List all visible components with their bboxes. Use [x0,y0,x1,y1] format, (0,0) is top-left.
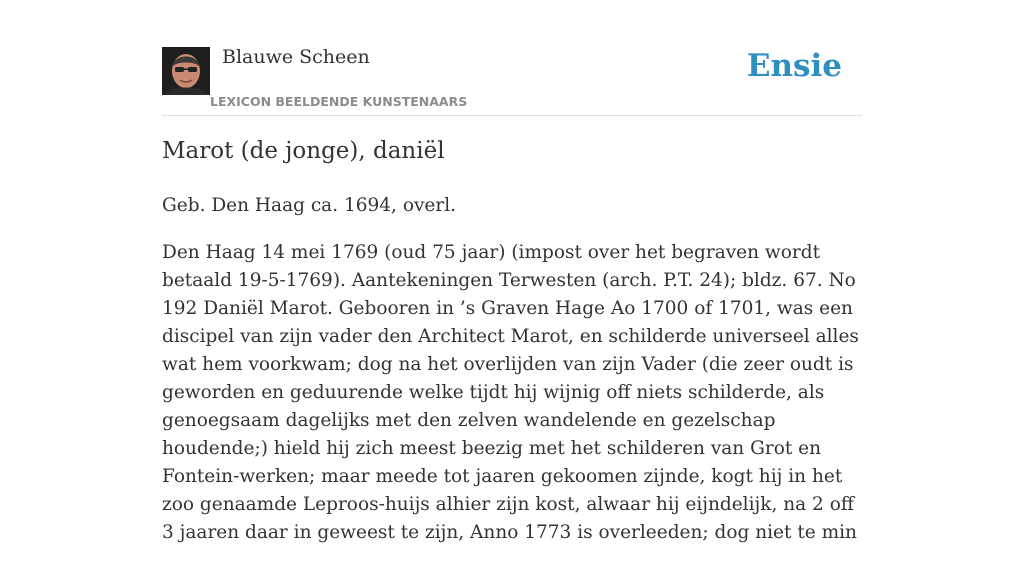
author-name-link[interactable]: Blauwe Scheen [222,46,370,68]
article-paragraph: Geb. Den Haag ca. 1694, overl. [162,195,456,216]
brand-logo-link[interactable]: Ensie [746,48,842,84]
article-body [162,192,867,566]
article-paragraph: Den Haag 14 mei 1769 (oud 75 jaar) (impost over het begraven wordt betaald 19-5-1769). Aantekeningen Terwesten (arch. P.T. 24); bldz. 67. No 192 Daniël Marot. Gebooren in ’s Graven Hage Ao 1700 of 1701, was een discipel van zijn vader den Architect Marot, en schilderde universeel alles wat hem voorkwam; dog na het overlijden van zijn Vader (die zeer oudt is geworden en geduurende welke tijdt hij wijnig off niets schilderde, als genoegsaam dagelijks met den zelven wandelende en gezelschap houdende;) hield hij zich meest beezig met het schilderen van Grot en Fontein-werken; maar meede tot jaaren gekoomen zijnde, kogt hij in het zoo genaamde Leproos-huijs alhier zijn kost, alwaar hij eijndelijk, na 2 off 3 jaaren daar in geweest te zijn, Anno 1773 is overleeden; dog niet te min [162,242,859,543]
lexicon-link[interactable]: LEXICON BEELDENDE KUNSTENAARS [210,94,468,109]
avatar-photo-icon [162,47,210,95]
author-avatar[interactable] [162,47,210,95]
article-header [162,0,862,116]
article-title: Marot (de jonge), daniël [162,138,445,164]
